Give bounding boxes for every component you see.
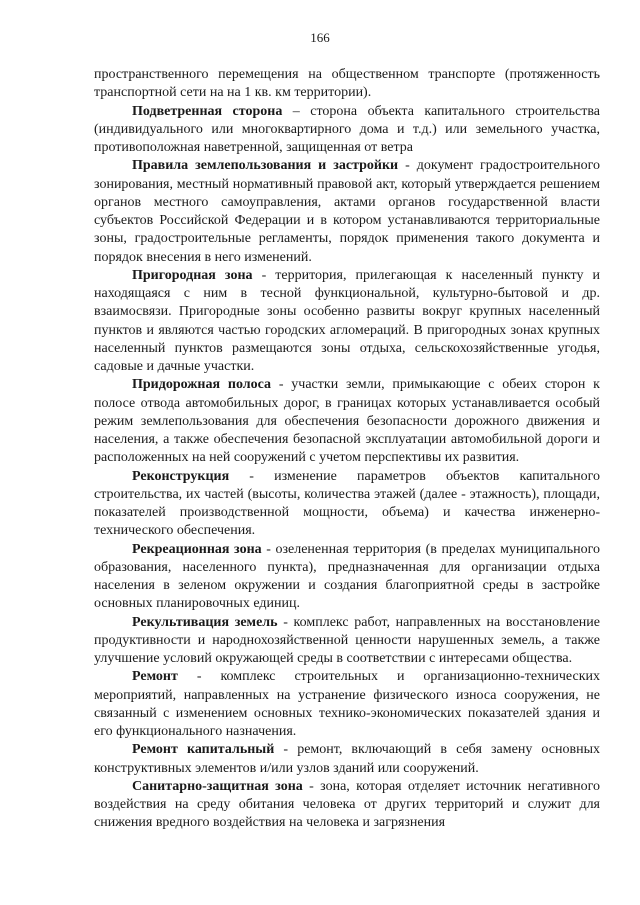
definition: - зона, которая отделяет источник негативного воздействия на среду обитания человека от других территорий и служит для снижения вредного воздействия на человека и загрязнения	[94, 778, 600, 831]
term: Пригородная зона	[132, 267, 253, 283]
definition: - документ градостроительного зонирования, местный нормативный правовой акт, который утверждается решением органов местного самоуправления, актами органов государственной власти субъектов Российской Федерации и в котором устанавливаются территориальные зоны, градостроительные регламенты, порядок применения такого документа и порядок внесения в него изменений.	[94, 158, 600, 265]
definition-paragraph	[94, 668, 600, 741]
definition-paragraph	[94, 103, 600, 158]
definition-paragraph	[94, 541, 600, 614]
document-body	[94, 66, 600, 833]
definition-paragraph	[94, 614, 600, 669]
definition: - территория, прилегающая к населенный пункту и находящаяся с ним в тесной функциональной, культурно-бытовой и др. взаимосвязи. Пригородные зоны особенно развиты вокруг крупных населенный пунктов и являются частью городских агломераций. В пригородных зонах крупных населенный пунктов размещаются зоны отдыха, сельскохозяйственные угодья, садовые и дачные участки.	[94, 267, 601, 374]
definition-paragraph	[94, 267, 600, 377]
definition: - комплекс работ, направленных на восстановление продуктивности и народнохозяйственной ценности нарушенных земель, а также улучшение условий окружающей среды в соответствии с интересами общества.	[94, 614, 600, 666]
definition-paragraph	[94, 778, 600, 833]
term: Санитарно-защитная зона	[132, 778, 303, 794]
definition-paragraph	[94, 157, 600, 267]
definition-paragraph	[94, 468, 600, 541]
definition-paragraph	[94, 741, 600, 778]
definition: - комплекс строительных и организационно-технических мероприятий, направленных на устранение физического износа сооружения, не связанный с изменением основных технико-экономических показателей здания и его функционального назначения.	[94, 669, 600, 739]
page-number: 166	[310, 30, 330, 45]
definition: - озелененная территория (в пределах муниципального образования, населенного пункта), предназначенная для организации отдыха населения в зеленом окружении и создания благоприятной среды в застройке основных планировочных единиц.	[94, 541, 600, 612]
term: Правила землепользования и застройки	[132, 158, 399, 174]
definition: - ремонт, включающий в себя замену основных конструктивных элементов и/или узлов зданий или сооружений.	[94, 742, 600, 776]
term: Ремонт капитальный	[132, 742, 275, 758]
intro-paragraph: пространственного перемещения на общественном транспорте (протяженность транспортной сети на на 1 кв. км территории).	[94, 67, 600, 101]
definition: - участки земли, примыкающие с обеих сторон к полосе отвода автомобильных дорог, в границах которых устанавливается особый режим землепользования для обеспечения безопасности дорожного движения и населения, а также обеспечения безопасной эксплуатации автомобильной дороги и расположенных на ней сооружений с учетом перспективы их развития.	[94, 377, 600, 466]
definition: – сторона объекта капитального строительства (индивидуального или многоквартирного дома и т.д.) или земельного участка, противоположная наветренной, защищенная от ветра	[94, 103, 601, 155]
term: Придорожная полоса	[132, 377, 271, 393]
term: Реконструкция	[132, 468, 230, 484]
term: Рекреационная зона	[132, 541, 262, 557]
term: Ремонт	[132, 669, 178, 685]
term: Подветренная сторона	[132, 103, 283, 119]
definition: - изменение параметров объектов капитального строительства, их частей (высоты, количества этажей (далее - этажность), площади, показателей производственной мощности, объема) и качества инженерно-технического обеспечения.	[94, 468, 600, 539]
definition-paragraph	[94, 376, 600, 467]
term: Рекультивация земель	[132, 614, 278, 630]
